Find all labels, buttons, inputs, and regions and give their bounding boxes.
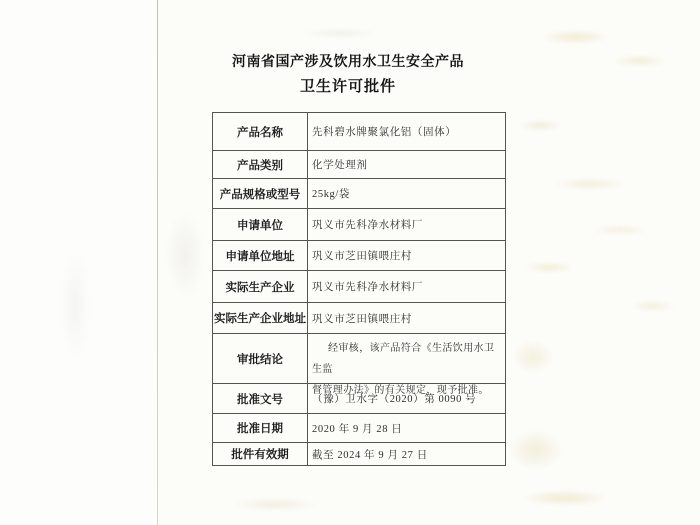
row-value: 化学处理剂 bbox=[312, 160, 368, 171]
table-row-product-spec bbox=[213, 178, 505, 208]
row-label: 批准日期 bbox=[213, 414, 308, 442]
row-value: 巩义市芝田镇喂庄村 bbox=[312, 251, 412, 262]
row-label: 实际生产企业 bbox=[213, 271, 308, 302]
conclusion-line-2: 督管理办法》的有关规定，现予批准。 bbox=[312, 385, 489, 396]
table-row-product-name bbox=[213, 113, 505, 150]
row-value: （豫）卫水字（2020）第 0090 号 bbox=[312, 394, 477, 405]
row-value: 先科碧水牌聚氯化铝（固体） bbox=[312, 127, 457, 138]
row-value: 巩义市先科净水材料厂 bbox=[312, 220, 423, 231]
row-value: 2020 年 9 月 28 日 bbox=[312, 423, 403, 435]
row-label: 审批结论 bbox=[213, 334, 308, 383]
table-row-approval-date bbox=[213, 413, 505, 442]
row-label: 实际生产企业地址 bbox=[213, 303, 308, 333]
document-title bbox=[188, 52, 508, 98]
row-value: 截至 2024 年 9 月 27 日 bbox=[312, 449, 428, 461]
scan-smudge bbox=[60, 250, 90, 360]
conclusion-line-1: 经审核，该产品符合《生活饮用水卫生监 bbox=[312, 343, 495, 375]
license-table bbox=[212, 112, 506, 466]
paper-fold-line bbox=[157, 0, 158, 525]
document-title-line1: 河南省国产涉及饮用水卫生安全产品 bbox=[232, 55, 464, 70]
row-value: 巩义市芝田镇喂庄村 bbox=[312, 313, 412, 325]
table-row-approval-number bbox=[213, 383, 505, 413]
row-label: 申请单位地址 bbox=[213, 241, 308, 270]
row-label: 批准文号 bbox=[213, 384, 308, 413]
row-label: 批件有效期 bbox=[213, 443, 308, 465]
row-label: 申请单位 bbox=[213, 209, 308, 240]
table-row-applicant-address bbox=[213, 240, 505, 270]
table-row-applicant bbox=[213, 208, 505, 240]
table-row-product-category bbox=[213, 150, 505, 178]
table-row-manufacturer bbox=[213, 270, 505, 302]
table-row-validity-period bbox=[213, 442, 505, 465]
row-value: 25kg/袋 bbox=[312, 189, 351, 200]
row-value bbox=[308, 334, 505, 396]
document-title-line2: 卫生许可批件 bbox=[299, 79, 396, 95]
row-value: 巩义市先科净水材料厂 bbox=[312, 282, 423, 293]
row-label: 产品名称 bbox=[213, 113, 308, 150]
table-row-manufacturer-address bbox=[213, 302, 505, 333]
row-label: 产品类别 bbox=[213, 151, 308, 178]
table-row-approval-conclusion bbox=[213, 333, 505, 396]
row-label: 产品规格或型号 bbox=[213, 179, 308, 208]
